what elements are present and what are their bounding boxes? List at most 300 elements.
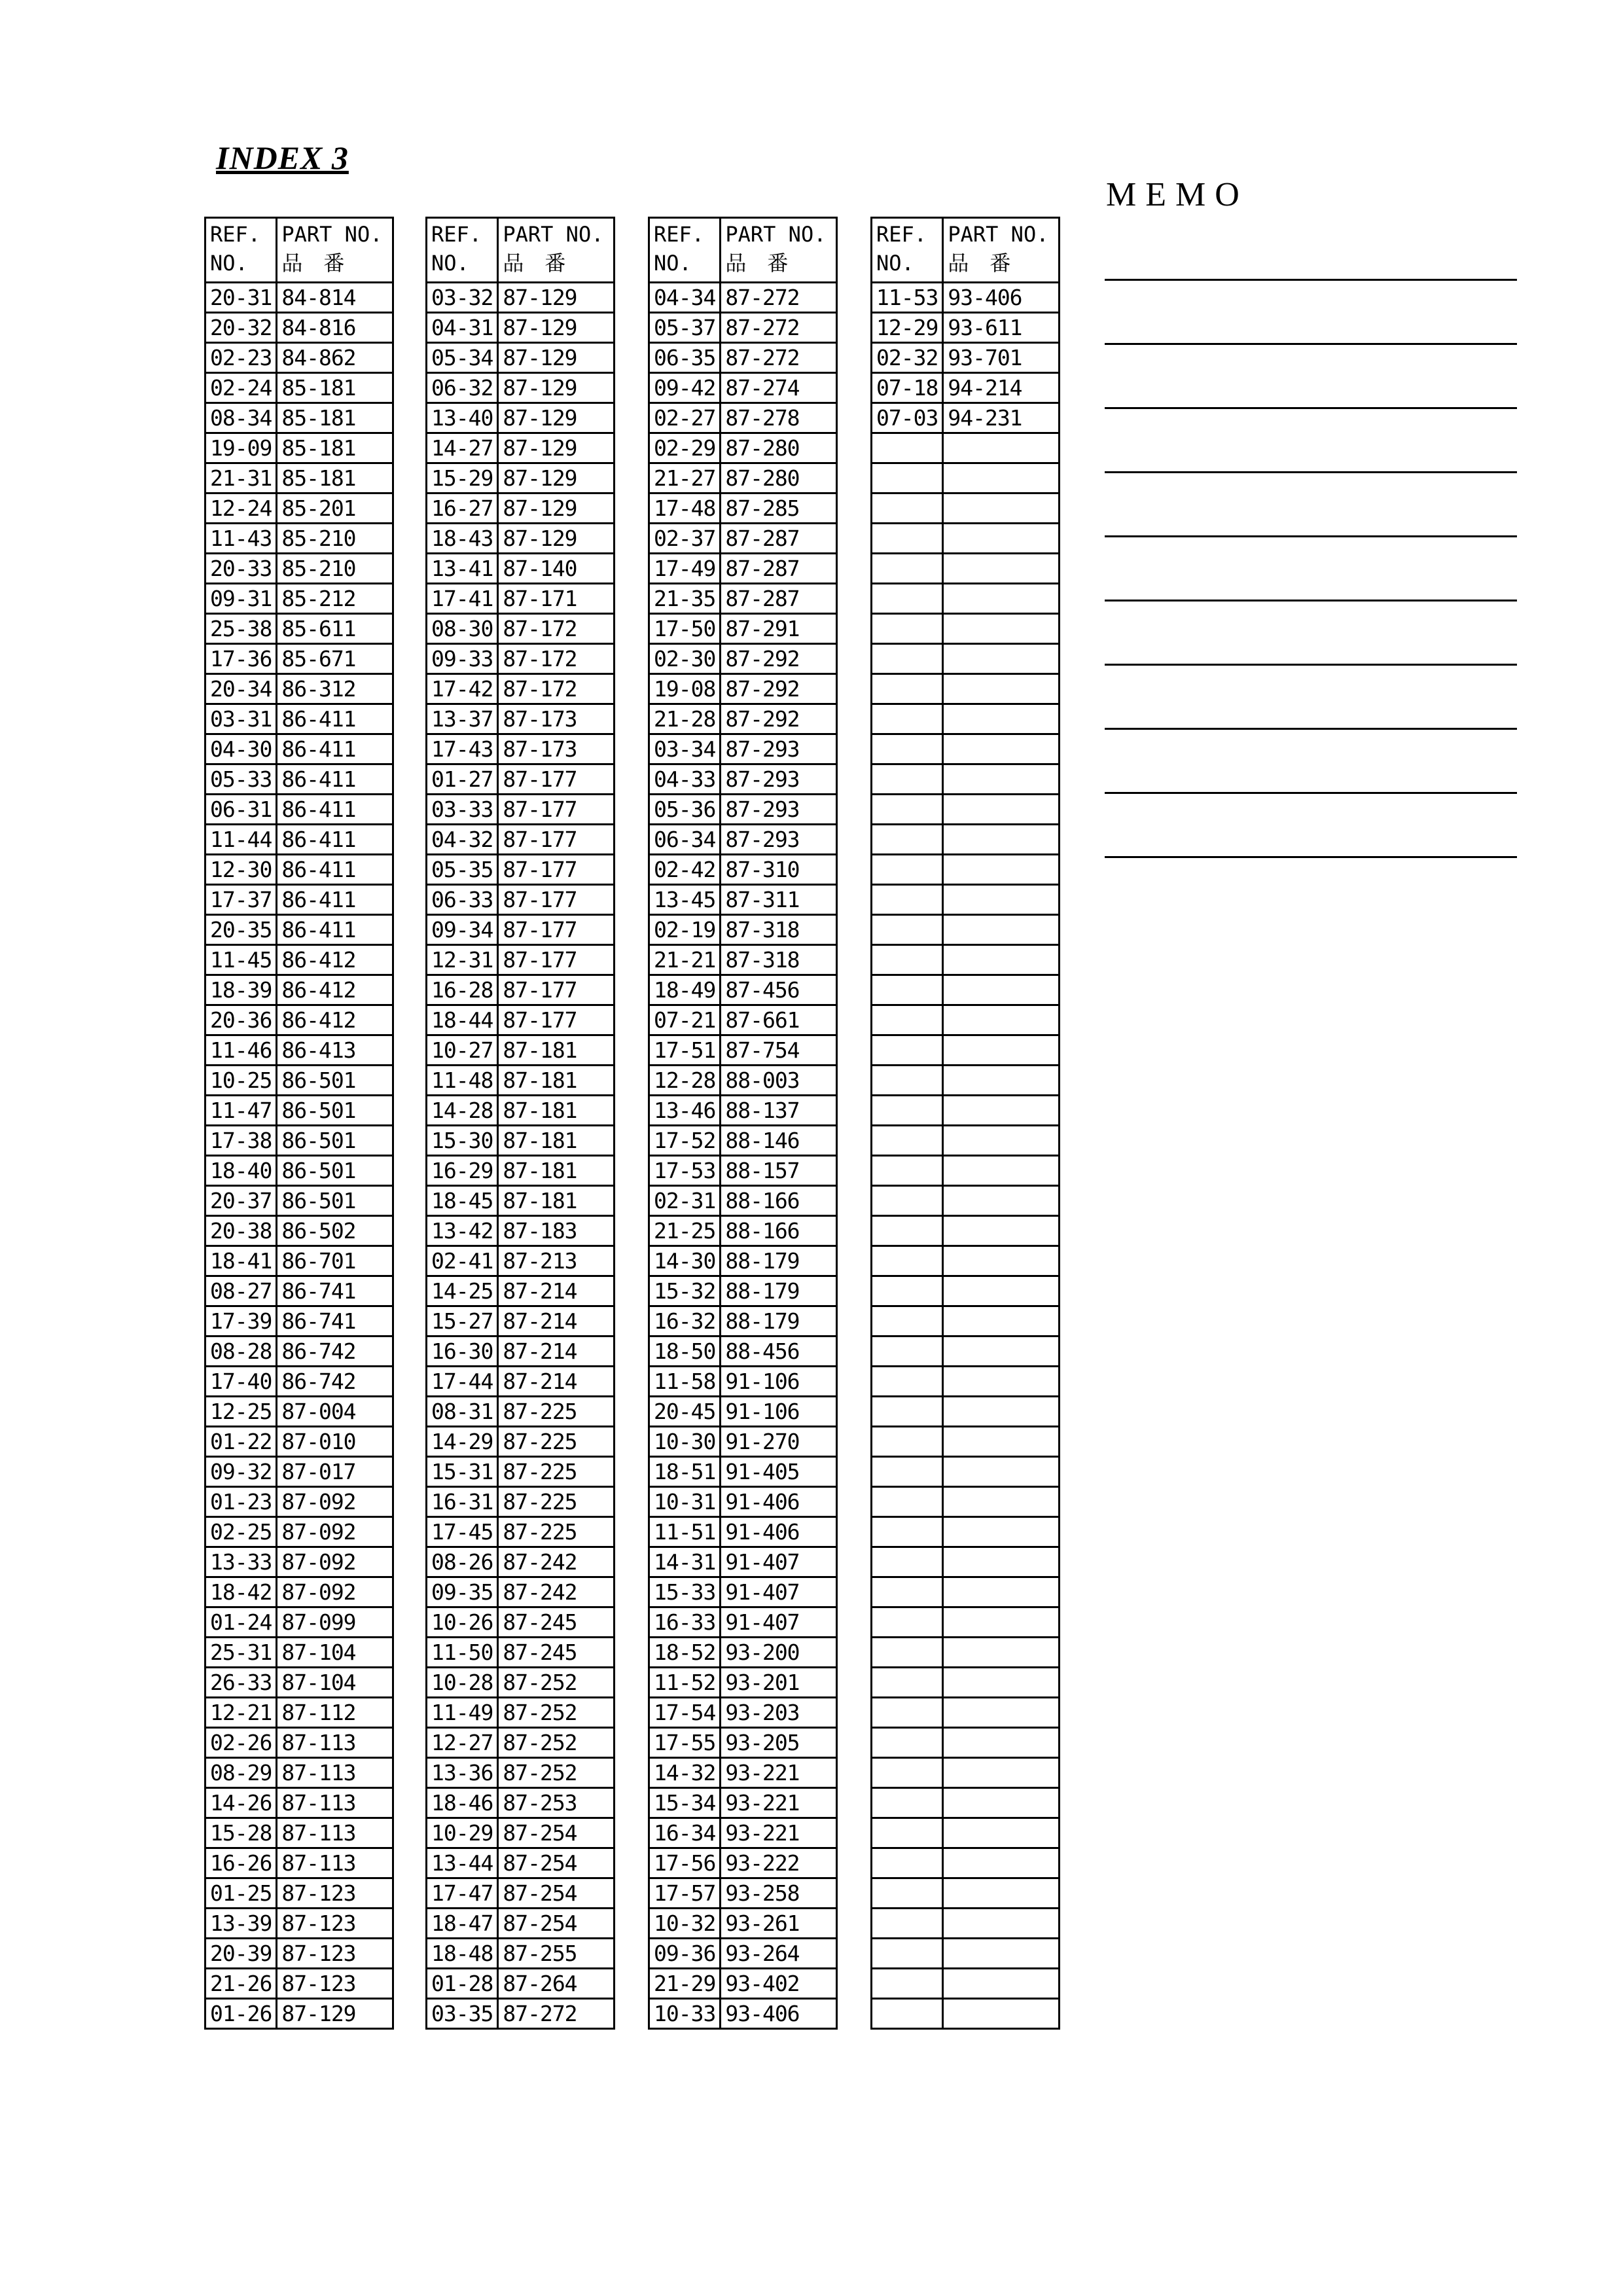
table-row (872, 283, 1060, 313)
ref-no-cell: 09-36 (649, 1939, 721, 1969)
part-no-cell: 85-611 (277, 614, 393, 644)
table-row (205, 1336, 393, 1367)
ref-no-cell: 09-31 (205, 584, 277, 614)
table-row (649, 343, 837, 373)
ref-no-cell: 16-33 (649, 1607, 721, 1638)
part-no-cell (943, 1848, 1060, 1878)
ref-no-cell (872, 945, 943, 975)
part-no-cell: 85-671 (277, 644, 393, 674)
part-no-cell: 87-272 (721, 283, 837, 313)
ref-no-cell: 18-43 (427, 524, 498, 554)
table-row (649, 1126, 837, 1156)
table-row (205, 1186, 393, 1216)
table-header-row (205, 218, 393, 283)
part-no-cell: 87-245 (498, 1638, 615, 1668)
ref-no-cell (872, 1607, 943, 1638)
part-no-cell: 87-754 (721, 1035, 837, 1066)
table-row (649, 1638, 837, 1668)
ref-no-cell: 19-09 (205, 433, 277, 463)
table-row (872, 343, 1060, 373)
ref-no-cell: 18-51 (649, 1457, 721, 1487)
ref-no-cell: 12-28 (649, 1066, 721, 1096)
table-row (427, 1638, 615, 1668)
table-row (872, 1005, 1060, 1035)
ref-no-cell: 08-27 (205, 1276, 277, 1306)
part-no-cell: 91-270 (721, 1427, 837, 1457)
ref-no-cell (872, 1276, 943, 1306)
ref-no-cell: 05-37 (649, 313, 721, 343)
table-row (205, 644, 393, 674)
table-row (649, 1066, 837, 1096)
table-row (649, 1246, 837, 1276)
part-no-cell: 87-272 (721, 343, 837, 373)
ref-no-cell: 06-33 (427, 885, 498, 915)
part-no-cell: 87-287 (721, 584, 837, 614)
table-row (649, 554, 837, 584)
table-row (427, 1607, 615, 1638)
part-no-cell: 87-123 (277, 1909, 393, 1939)
part-no-cell: 87-214 (498, 1276, 615, 1306)
table-row (205, 1427, 393, 1457)
table-row (872, 403, 1060, 433)
part-no-cell: 87-272 (721, 313, 837, 343)
ref-no-cell: 21-29 (649, 1969, 721, 1999)
table-row (205, 283, 393, 313)
ref-no-cell: 17-53 (649, 1156, 721, 1186)
part-no-cell: 84-816 (277, 313, 393, 343)
part-no-cell (943, 915, 1060, 945)
part-header-line2: 品 番 (281, 251, 345, 276)
table-row (427, 795, 615, 825)
part-no-cell (943, 1638, 1060, 1668)
ref-no-cell: 10-25 (205, 1066, 277, 1096)
ref-no-cell: 17-41 (427, 584, 498, 614)
table-row (205, 1999, 393, 2029)
ref-no-cell (872, 584, 943, 614)
table-row (872, 1999, 1060, 2029)
table-row (872, 1909, 1060, 1939)
ref-no-cell: 13-36 (427, 1758, 498, 1788)
part-no-cell: 87-172 (498, 644, 615, 674)
part-no-cell (943, 1397, 1060, 1427)
table-row (649, 825, 837, 855)
ref-no-cell: 12-29 (872, 313, 943, 343)
table-row (427, 1999, 615, 2029)
ref-no-cell: 08-31 (427, 1397, 498, 1427)
part-no-cell (943, 1126, 1060, 1156)
ref-no-cell (872, 734, 943, 764)
ref-no-cell: 17-36 (205, 644, 277, 674)
ref-no-cell: 17-52 (649, 1126, 721, 1156)
part-no-cell (943, 975, 1060, 1005)
table-row (427, 1577, 615, 1607)
part-no-cell: 87-181 (498, 1186, 615, 1216)
table-row (205, 1818, 393, 1848)
ref-no-cell: 04-31 (427, 313, 498, 343)
table-row (427, 1397, 615, 1427)
table-row (872, 1577, 1060, 1607)
ref-no-cell: 06-35 (649, 343, 721, 373)
table-row (205, 1367, 393, 1397)
ref-no-cell: 11-53 (872, 283, 943, 313)
table-row (205, 1698, 393, 1728)
part-no-cell: 85-212 (277, 584, 393, 614)
table-row (872, 1336, 1060, 1367)
part-no-cell: 87-225 (498, 1487, 615, 1517)
ref-no-cell (872, 493, 943, 524)
ref-no-cell: 18-45 (427, 1186, 498, 1216)
part-no-cell: 87-129 (498, 433, 615, 463)
ref-header-line1: REF. (876, 222, 927, 247)
ref-no-cell: 17-57 (649, 1878, 721, 1909)
table-row (205, 1969, 393, 1999)
table-row (205, 1788, 393, 1818)
part-no-cell: 87-225 (498, 1427, 615, 1457)
part-no-cell (943, 1607, 1060, 1638)
ref-no-cell (872, 1066, 943, 1096)
table-row (872, 1638, 1060, 1668)
part-no-cell: 87-123 (277, 1969, 393, 1999)
table-row (205, 1547, 393, 1577)
ref-no-cell (872, 1909, 943, 1939)
part-header-line1: PART NO. (281, 222, 383, 247)
table-row (427, 1457, 615, 1487)
table-row (872, 1367, 1060, 1397)
part-no-cell: 87-004 (277, 1397, 393, 1427)
table-row (427, 1427, 615, 1457)
table-row (872, 1728, 1060, 1758)
part-no-cell: 86-413 (277, 1035, 393, 1066)
ref-no-cell: 05-33 (205, 764, 277, 795)
ref-no-cell: 11-46 (205, 1035, 277, 1066)
table-row (427, 1035, 615, 1066)
ref-no-cell: 03-31 (205, 704, 277, 734)
table-row (427, 313, 615, 343)
part-no-cell (943, 764, 1060, 795)
ref-no-cell: 20-32 (205, 313, 277, 343)
ref-no-cell: 18-40 (205, 1156, 277, 1186)
part-no-cell: 87-113 (277, 1728, 393, 1758)
table-row (205, 704, 393, 734)
ref-no-cell (872, 1457, 943, 1487)
ref-no-cell: 09-32 (205, 1457, 277, 1487)
table-row (205, 343, 393, 373)
table-row (205, 1909, 393, 1939)
table-row (649, 1397, 837, 1427)
table-row (872, 825, 1060, 855)
table-row (649, 1848, 837, 1878)
table-row (427, 1096, 615, 1126)
ref-no-cell: 21-27 (649, 463, 721, 493)
part-no-cell: 87-129 (498, 524, 615, 554)
part-no-cell: 93-203 (721, 1698, 837, 1728)
table-row (649, 1427, 837, 1457)
table-row (205, 584, 393, 614)
table-row (649, 855, 837, 885)
table-row (649, 1999, 837, 2029)
table-row (205, 1457, 393, 1487)
part-no-cell: 93-611 (943, 313, 1060, 343)
part-no-cell: 87-177 (498, 945, 615, 975)
table-row (872, 1939, 1060, 1969)
table-row (872, 1607, 1060, 1638)
table-row (649, 1156, 837, 1186)
ref-no-cell (872, 1156, 943, 1186)
table-row (205, 433, 393, 463)
ref-no-cell: 11-47 (205, 1096, 277, 1126)
ref-no-cell: 01-23 (205, 1487, 277, 1517)
part-no-cell (943, 945, 1060, 975)
ref-no-cell: 04-34 (649, 283, 721, 313)
ref-no-cell: 16-34 (649, 1818, 721, 1848)
table-row (427, 524, 615, 554)
table-row (872, 1878, 1060, 1909)
table-row (427, 885, 615, 915)
ref-no-cell: 05-35 (427, 855, 498, 885)
ref-no-cell: 07-03 (872, 403, 943, 433)
ref-no-cell (872, 1638, 943, 1668)
ref-no-cell: 21-35 (649, 584, 721, 614)
table-row (427, 433, 615, 463)
table-row (205, 1878, 393, 1909)
table-row (872, 433, 1060, 463)
ref-no-cell: 26-33 (205, 1668, 277, 1698)
part-no-cell (943, 1066, 1060, 1096)
ref-no-cell: 18-49 (649, 975, 721, 1005)
part-no-cell: 87-129 (498, 373, 615, 403)
table-row (427, 614, 615, 644)
table-row (872, 1758, 1060, 1788)
part-no-cell: 87-252 (498, 1698, 615, 1728)
table-row (872, 674, 1060, 704)
ref-no-cell (872, 1126, 943, 1156)
table-row (872, 584, 1060, 614)
ref-no-cell: 16-26 (205, 1848, 277, 1878)
ref-no-cell: 17-45 (427, 1517, 498, 1547)
part-no-cell (943, 1276, 1060, 1306)
ref-no-cell: 18-39 (205, 975, 277, 1005)
part-no-cell (943, 1457, 1060, 1487)
part-no-header (943, 218, 1060, 283)
ref-no-cell: 01-26 (205, 1999, 277, 2029)
table-row (205, 915, 393, 945)
table-row (649, 1487, 837, 1517)
ref-no-cell: 17-47 (427, 1878, 498, 1909)
table-row (205, 855, 393, 885)
ref-no-cell (872, 1186, 943, 1216)
part-no-cell: 86-412 (277, 975, 393, 1005)
table-row (649, 1186, 837, 1216)
part-no-cell: 87-285 (721, 493, 837, 524)
part-no-cell (943, 1788, 1060, 1818)
ref-no-cell (872, 1668, 943, 1698)
part-no-cell: 91-406 (721, 1517, 837, 1547)
table-row (205, 945, 393, 975)
part-no-cell: 85-210 (277, 524, 393, 554)
ref-no-cell: 12-24 (205, 493, 277, 524)
part-no-cell: 84-862 (277, 343, 393, 373)
ref-no-cell: 17-48 (649, 493, 721, 524)
ref-no-cell: 09-34 (427, 915, 498, 945)
ref-no-cell: 02-42 (649, 855, 721, 885)
part-no-cell: 87-280 (721, 433, 837, 463)
table-row (427, 1939, 615, 1969)
table-row (427, 403, 615, 433)
table-row (872, 1397, 1060, 1427)
part-no-cell: 85-210 (277, 554, 393, 584)
table-row (427, 1246, 615, 1276)
ref-no-cell: 02-37 (649, 524, 721, 554)
memo-line (1105, 407, 1517, 409)
part-no-cell (943, 1728, 1060, 1758)
table-row (649, 1336, 837, 1367)
table-row (205, 1668, 393, 1698)
part-no-cell: 85-181 (277, 433, 393, 463)
ref-no-cell: 04-32 (427, 825, 498, 855)
table-row (649, 1517, 837, 1547)
ref-no-cell: 21-25 (649, 1216, 721, 1246)
ref-no-cell: 11-43 (205, 524, 277, 554)
part-no-cell: 87-183 (498, 1216, 615, 1246)
ref-no-cell: 17-43 (427, 734, 498, 764)
table-row (205, 1246, 393, 1276)
part-no-cell: 85-201 (277, 493, 393, 524)
part-no-cell (943, 1035, 1060, 1066)
part-no-cell: 87-225 (498, 1457, 615, 1487)
table-row (649, 1878, 837, 1909)
ref-no-cell: 09-33 (427, 644, 498, 674)
ref-no-cell: 12-25 (205, 1397, 277, 1427)
table-row (427, 1216, 615, 1246)
table-row (205, 1517, 393, 1547)
part-no-cell: 88-003 (721, 1066, 837, 1096)
part-no-cell: 87-181 (498, 1156, 615, 1186)
ref-no-cell: 25-31 (205, 1638, 277, 1668)
table-row (649, 373, 837, 403)
table-row (649, 885, 837, 915)
ref-no-cell: 14-27 (427, 433, 498, 463)
ref-no-cell: 16-29 (427, 1156, 498, 1186)
ref-no-cell: 15-31 (427, 1457, 498, 1487)
memo-line (1105, 856, 1517, 858)
table-header-row (427, 218, 615, 283)
part-no-cell: 87-287 (721, 554, 837, 584)
table-row (427, 1969, 615, 1999)
part-no-cell (943, 644, 1060, 674)
part-no-cell: 93-222 (721, 1848, 837, 1878)
part-no-cell: 87-092 (277, 1577, 393, 1607)
part-no-cell: 87-252 (498, 1728, 615, 1758)
part-no-cell: 87-140 (498, 554, 615, 584)
table-row (649, 1788, 837, 1818)
part-no-cell: 87-242 (498, 1547, 615, 1577)
ref-no-cell: 16-27 (427, 493, 498, 524)
part-no-cell: 87-104 (277, 1638, 393, 1668)
table-header-row (649, 218, 837, 283)
part-no-cell: 91-407 (721, 1547, 837, 1577)
ref-no-cell (872, 1517, 943, 1547)
part-header-line2: 品 番 (948, 251, 1011, 276)
index-table-2 (425, 217, 615, 2030)
table-row (205, 1939, 393, 1969)
table-row (205, 1066, 393, 1096)
ref-no-cell: 18-42 (205, 1577, 277, 1607)
table-row (649, 313, 837, 343)
table-row (872, 1216, 1060, 1246)
table-row (205, 614, 393, 644)
part-no-cell: 87-181 (498, 1035, 615, 1066)
ref-no-cell: 11-48 (427, 1066, 498, 1096)
part-no-cell: 86-411 (277, 855, 393, 885)
ref-no-cell (872, 1306, 943, 1336)
table-row (649, 975, 837, 1005)
ref-no-cell (872, 1818, 943, 1848)
part-no-cell: 87-254 (498, 1909, 615, 1939)
table-row (649, 1005, 837, 1035)
part-no-cell (943, 734, 1060, 764)
part-no-cell: 86-501 (277, 1096, 393, 1126)
table-row (427, 1306, 615, 1336)
ref-no-cell (872, 463, 943, 493)
ref-no-cell: 17-37 (205, 885, 277, 915)
ref-no-cell: 20-39 (205, 1939, 277, 1969)
table-row (649, 614, 837, 644)
table-row (649, 1306, 837, 1336)
part-no-cell: 87-213 (498, 1246, 615, 1276)
ref-no-cell (872, 1999, 943, 2029)
part-no-cell: 86-412 (277, 1005, 393, 1035)
table-row (649, 1096, 837, 1126)
memo-title: MEMO (1106, 176, 1249, 213)
ref-no-cell: 17-55 (649, 1728, 721, 1758)
part-no-cell: 88-146 (721, 1126, 837, 1156)
ref-no-cell: 14-26 (205, 1788, 277, 1818)
table-row (427, 945, 615, 975)
table-row (427, 1788, 615, 1818)
ref-no-cell: 08-26 (427, 1547, 498, 1577)
ref-no-cell: 11-52 (649, 1668, 721, 1698)
table-row (427, 855, 615, 885)
table-row (649, 1216, 837, 1246)
table-row (205, 554, 393, 584)
part-no-cell: 86-741 (277, 1306, 393, 1336)
part-no-cell: 87-292 (721, 674, 837, 704)
table-row (872, 1306, 1060, 1336)
table-row (872, 885, 1060, 915)
ref-no-cell: 17-56 (649, 1848, 721, 1878)
table-row (205, 885, 393, 915)
part-no-cell (943, 1186, 1060, 1216)
part-no-cell: 87-293 (721, 764, 837, 795)
table-row (427, 343, 615, 373)
table-row (205, 1216, 393, 1246)
part-no-cell: 86-741 (277, 1276, 393, 1306)
table-row (872, 313, 1060, 343)
part-no-cell: 87-099 (277, 1607, 393, 1638)
part-no-cell: 93-221 (721, 1758, 837, 1788)
ref-no-cell (872, 1096, 943, 1126)
part-no-cell: 87-292 (721, 704, 837, 734)
part-no-cell: 87-274 (721, 373, 837, 403)
table-row (649, 734, 837, 764)
table-row (649, 674, 837, 704)
ref-no-cell: 13-39 (205, 1909, 277, 1939)
ref-no-cell (872, 1397, 943, 1427)
part-no-cell: 87-113 (277, 1848, 393, 1878)
ref-no-cell (872, 1848, 943, 1878)
ref-no-cell: 10-30 (649, 1427, 721, 1457)
part-no-cell: 86-501 (277, 1066, 393, 1096)
